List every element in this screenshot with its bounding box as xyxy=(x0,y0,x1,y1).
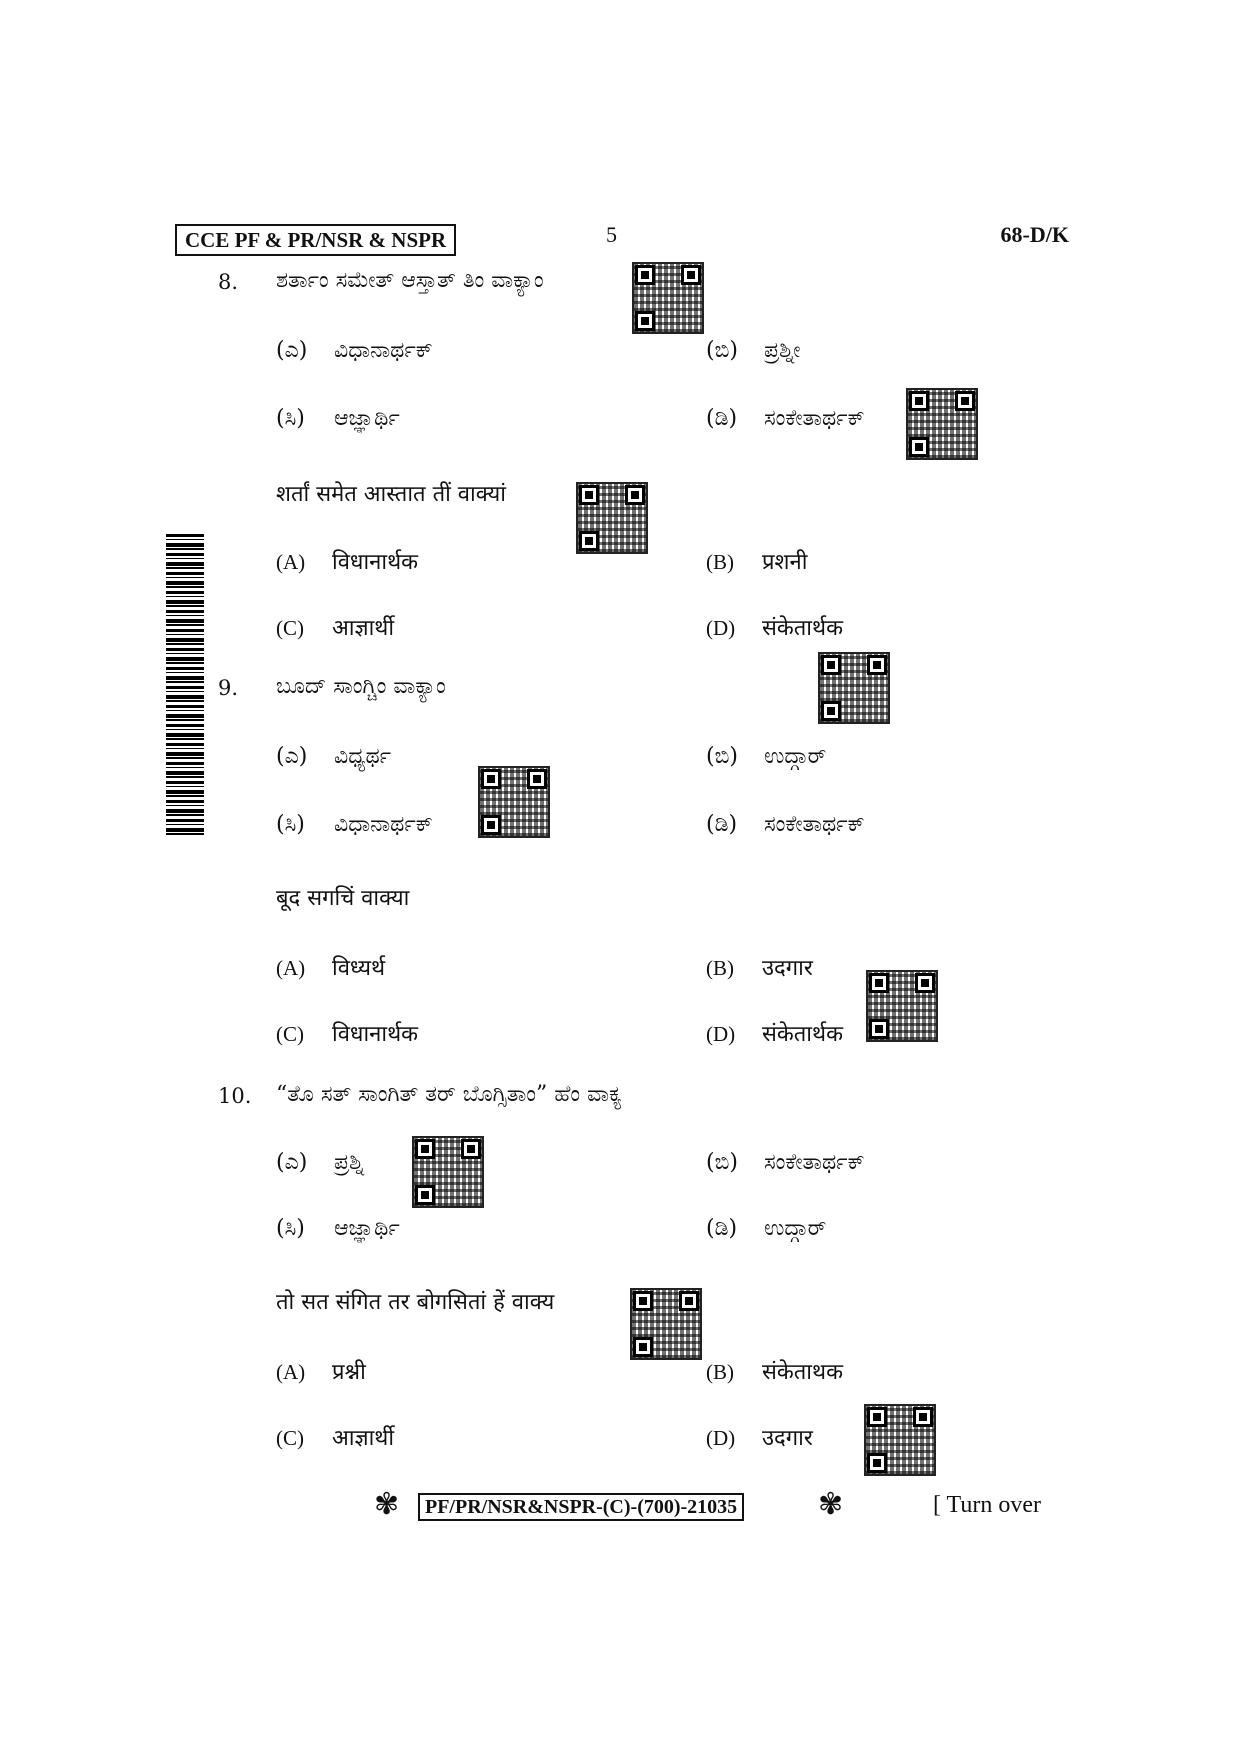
option-c-devanagari xyxy=(276,1018,418,1048)
option-label: (D) xyxy=(706,1426,736,1450)
question-text-devanagari: बूद सगचिं वाक्या xyxy=(276,886,410,911)
option-text: प्रशनी xyxy=(762,550,808,575)
barcode-image xyxy=(166,534,204,836)
option-text: ಸಂಕೇತಾರ್ಥಕ್ xyxy=(764,406,865,431)
header-code-box xyxy=(175,224,456,256)
option-text: ಪ್ರಶ್ನಿ xyxy=(334,1150,365,1175)
option-c-kannada xyxy=(276,812,433,837)
option-text: ಆಜ್ಞಾರ್ಥಿ xyxy=(334,1216,400,1241)
option-label: (ಸಿ) xyxy=(276,406,305,431)
qr-code-icon xyxy=(576,482,648,554)
option-label: (ಡಿ) xyxy=(706,406,738,431)
option-label: (D) xyxy=(706,616,736,640)
qr-code-icon xyxy=(632,262,704,334)
option-label: (ಸಿ) xyxy=(276,812,305,837)
option-text: संकेतार्थक xyxy=(762,616,843,641)
option-d-devanagari xyxy=(706,1018,843,1048)
option-text: ಸಂಕೇತಾರ್ಥಕ್ xyxy=(764,1150,865,1175)
option-label: (A) xyxy=(276,1360,306,1384)
option-label: (ಎ) xyxy=(276,338,308,363)
option-text: विध्यर्थ xyxy=(332,956,386,981)
option-label: (ಬಿ) xyxy=(706,1150,738,1175)
question-text-kannada: “ತೊ ಸತ್ ಸಾಂಗಿತ್ ತರ್ ಬೊಗ್ಸಿತಾಂ” ಹೆಂ ವಾಕ್ಯ xyxy=(276,1082,622,1107)
option-b-devanagari xyxy=(706,952,813,982)
header-left-code: CCE PF & PR/NSR & NSPR xyxy=(185,228,447,252)
option-text: ವಿಧ್ಯರ್ಥ xyxy=(334,744,392,769)
question-number: 9. xyxy=(218,676,239,700)
option-text: ಆಜ್ಞಾರ್ಥಿ xyxy=(334,406,400,431)
option-label: (D) xyxy=(706,1022,736,1046)
question-text-devanagari: तो सत संगित तर बोगसितां हें वाक्य xyxy=(276,1290,555,1315)
option-label: (ಬಿ) xyxy=(706,744,738,769)
qr-code-icon xyxy=(630,1288,702,1360)
option-d-devanagari xyxy=(706,1422,813,1452)
option-label: (C) xyxy=(276,1426,304,1450)
option-text: ಪ್ರಶ್ನೀ xyxy=(764,338,801,363)
option-label: (ಡಿ) xyxy=(706,812,738,837)
option-label: (B) xyxy=(706,1360,734,1384)
option-text: संकेतार्थक xyxy=(762,1022,843,1047)
option-c-devanagari xyxy=(276,612,394,642)
option-label: (C) xyxy=(276,616,304,640)
footer-code: PF/PR/NSR&NSPR-(C)-(700)-21035 xyxy=(425,1496,738,1518)
option-text: आज्ञार्थी xyxy=(332,1426,395,1451)
option-a-kannada xyxy=(276,1150,364,1175)
turn-over-label: [ Turn over xyxy=(933,1492,1042,1518)
option-a-kannada xyxy=(276,338,433,363)
qr-code-icon xyxy=(906,388,978,460)
option-text: ಉದ್ಗಾರ್ xyxy=(764,744,827,769)
qr-code-icon xyxy=(818,652,890,724)
question-number: 10. xyxy=(218,1084,252,1108)
option-a-devanagari xyxy=(276,952,385,982)
option-a-devanagari xyxy=(276,546,418,576)
question-number: 8. xyxy=(218,270,239,294)
option-text: ವಿಧಾನಾರ್ಥಕ್ xyxy=(334,338,433,363)
option-b-kannada xyxy=(706,744,826,769)
option-text: विधानार्थक xyxy=(332,1022,419,1047)
option-b-kannada xyxy=(706,338,800,363)
option-label: (B) xyxy=(706,550,734,574)
qr-code-icon xyxy=(478,766,550,838)
option-text: प्रश्नी xyxy=(332,1360,366,1385)
page-number: 5 xyxy=(606,222,617,247)
option-d-kannada xyxy=(706,1216,826,1241)
option-b-devanagari xyxy=(706,546,807,576)
question-text-kannada: ಬೂದ್ ಸಾಂಗ್ಚಿಂ ವಾಕ್ಯಾಂ xyxy=(276,674,446,699)
flourish-left-icon: ✾ xyxy=(374,1487,400,1522)
option-a-devanagari xyxy=(276,1356,366,1386)
option-text: विधानार्थक xyxy=(332,550,419,575)
option-label: (A) xyxy=(276,956,306,980)
option-d-kannada xyxy=(706,812,865,837)
option-label: (C) xyxy=(276,1022,304,1046)
qr-code-icon xyxy=(412,1136,484,1208)
option-c-kannada xyxy=(276,1216,400,1241)
option-d-kannada xyxy=(706,406,865,431)
option-label: (ಎ) xyxy=(276,744,308,769)
option-label: (ಬಿ) xyxy=(706,338,738,363)
option-text: उदगार xyxy=(762,1426,813,1451)
question-text-devanagari: शर्तां समेत आस्तात तीं वाक्यां xyxy=(276,482,506,507)
option-text: उदगार xyxy=(762,956,813,981)
option-label: (ಸಿ) xyxy=(276,1216,305,1241)
option-b-devanagari xyxy=(706,1356,843,1386)
option-text: ಸಂಕೇತಾರ್ಥಕ್ xyxy=(764,812,865,837)
option-text: ಉದ್ಗಾರ್ xyxy=(764,1216,827,1241)
option-label: (A) xyxy=(276,550,306,574)
option-c-devanagari xyxy=(276,1422,394,1452)
option-b-kannada xyxy=(706,1150,865,1175)
option-text: आज्ञार्थी xyxy=(332,616,395,641)
option-a-kannada xyxy=(276,744,391,769)
question-text-kannada: ಶರ್ತಾಂ ಸಮೇತ್ ಆಸ್ತಾತ್ ತಿಂ ವಾಕ್ಯಾಂ xyxy=(276,268,544,293)
flourish-right-icon: ✾ xyxy=(818,1487,844,1522)
option-text: ವಿಧಾನಾರ್ಥಕ್ xyxy=(334,812,433,837)
option-d-devanagari xyxy=(706,612,843,642)
header-right-code: 68-D/K xyxy=(1000,222,1069,247)
option-c-kannada xyxy=(276,406,400,431)
option-label: (ಎ) xyxy=(276,1150,308,1175)
qr-code-icon xyxy=(866,970,938,1042)
qr-code-icon xyxy=(864,1404,936,1476)
option-label: (ಡಿ) xyxy=(706,1216,738,1241)
option-label: (B) xyxy=(706,956,734,980)
footer-code-box xyxy=(418,1493,744,1521)
option-text: संकेताथक xyxy=(762,1360,843,1385)
